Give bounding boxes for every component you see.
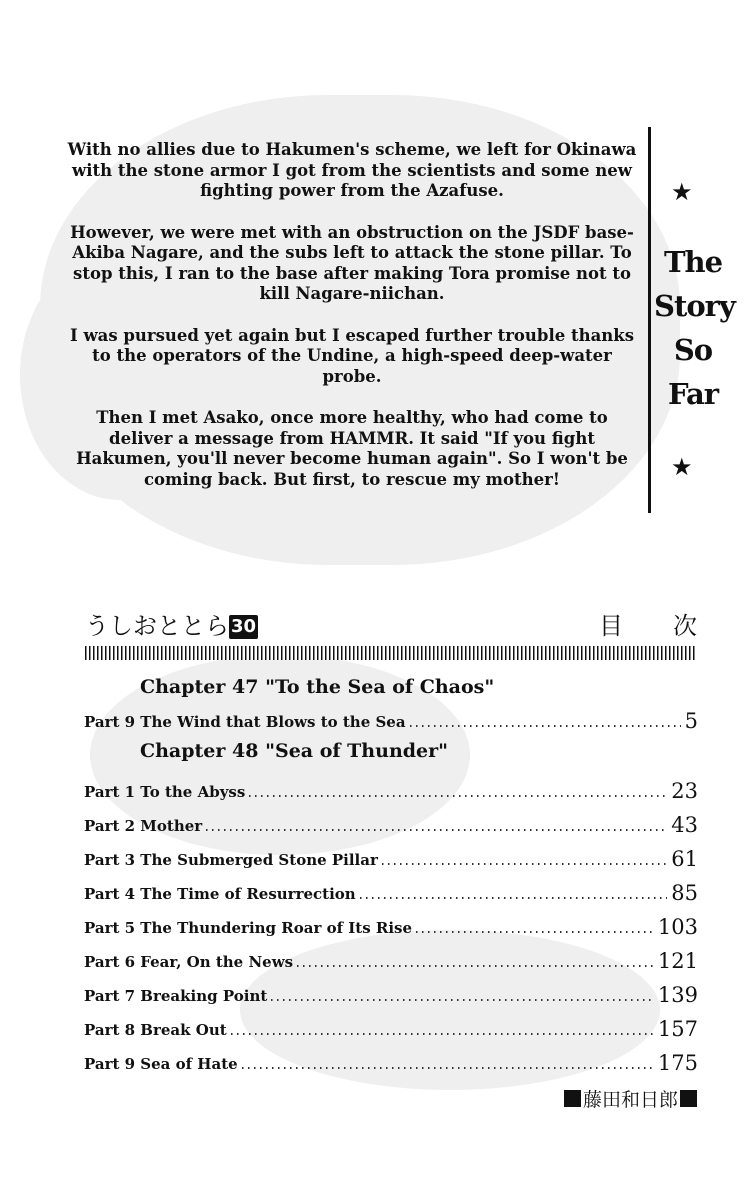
contents-label: 目次 xyxy=(599,612,747,640)
dot-leader xyxy=(206,829,667,831)
chapter-heading: Chapter 48 "Sea of Thunder" xyxy=(140,740,449,762)
part-title: Part 8 Break Out xyxy=(84,1021,227,1039)
star-icon: ★ xyxy=(671,453,693,481)
part-title: Part 3 The Submerged Stone Pillar xyxy=(84,851,378,869)
dot-leader xyxy=(297,965,654,967)
toc-entry xyxy=(84,1048,698,1074)
toc-entry xyxy=(84,844,698,870)
title-line: The xyxy=(663,245,723,279)
author-credit xyxy=(564,1085,697,1112)
story-paragraph: I was pursued yet again but I escaped further trouble thanks to the operators of the Undine, a high-speed deep-water probe. xyxy=(70,325,634,386)
toc-entry xyxy=(84,946,698,972)
square-icon xyxy=(564,1090,581,1107)
dot-leader xyxy=(271,999,654,1001)
part-title: Part 4 The Time of Resurrection xyxy=(84,885,356,903)
dot-leader xyxy=(249,795,667,797)
title-line: So xyxy=(673,333,713,367)
story-paragraph: However, we were met with an obstruction on the JSDF base- Akiba Nagare, and the subs left to attack the stone pillar. To stop this, I ran to the base after making Tora promise not to kill Nagare-niichan. xyxy=(70,222,634,303)
page-number: 157 xyxy=(657,1017,698,1041)
volume-badge: 30 xyxy=(231,616,257,637)
part-title: Part 7 Breaking Point xyxy=(84,987,268,1005)
title-line: Story xyxy=(654,289,735,323)
story-so-far-text xyxy=(62,140,642,511)
toc-entry xyxy=(84,810,698,836)
story-so-far-title xyxy=(654,240,735,416)
story-paragraph: With no allies due to Hakumen's scheme, we left for Okinawa with the stone armor I got from the scientists and some new fighting power from the Azafuse. xyxy=(67,140,637,200)
dot-leader xyxy=(242,1067,654,1069)
toc-entry xyxy=(84,912,698,938)
part-title: Part 2 Mother xyxy=(84,817,203,835)
decorative-rule xyxy=(85,646,697,660)
toc-entry xyxy=(84,1014,698,1040)
page-number: 85 xyxy=(671,881,698,905)
part-title: Part 6 Fear, On the News xyxy=(84,953,294,971)
page-number: 139 xyxy=(657,983,698,1007)
toc-entry xyxy=(84,878,698,904)
toc-entry xyxy=(84,706,698,732)
story-paragraph: Then I met Asako, once more healthy, who had come to deliver a message from HAMMR. It said "If you fight Hakumen, you'll never become human again". So I won't be coming back. But first, to rescue my mother! xyxy=(76,408,628,489)
toc-entry xyxy=(84,776,698,802)
series-name: うしおととら xyxy=(85,612,229,640)
part-title: Part 9 Sea of Hate xyxy=(84,1055,238,1073)
series-title xyxy=(85,606,258,641)
dot-leader xyxy=(360,897,668,899)
square-icon xyxy=(680,1090,697,1107)
dot-leader xyxy=(410,725,681,727)
page-number: 5 xyxy=(684,709,698,733)
toc-entry xyxy=(84,980,698,1006)
star-icon: ★ xyxy=(671,178,693,206)
part-title: Part 1 To the Abyss xyxy=(84,783,246,801)
page-number: 43 xyxy=(671,813,698,837)
page-number: 103 xyxy=(657,915,698,939)
part-title: Part 5 The Thundering Roar of Its Rise xyxy=(84,919,413,937)
page-number: 61 xyxy=(671,847,698,871)
author-name: 藤田和日郎 xyxy=(582,1089,678,1111)
page-number: 23 xyxy=(671,779,698,803)
vertical-divider xyxy=(648,127,651,513)
dot-leader xyxy=(382,863,667,865)
chapter-heading: Chapter 47 "To the Sea of Chaos" xyxy=(140,676,495,698)
part-title: Part 9 The Wind that Blows to the Sea xyxy=(84,713,406,731)
title-line: Far xyxy=(667,377,719,411)
dot-leader xyxy=(416,931,654,933)
page-number: 121 xyxy=(657,949,698,973)
toc-header xyxy=(85,606,747,640)
page-number: 175 xyxy=(657,1051,698,1075)
dot-leader xyxy=(231,1033,654,1035)
